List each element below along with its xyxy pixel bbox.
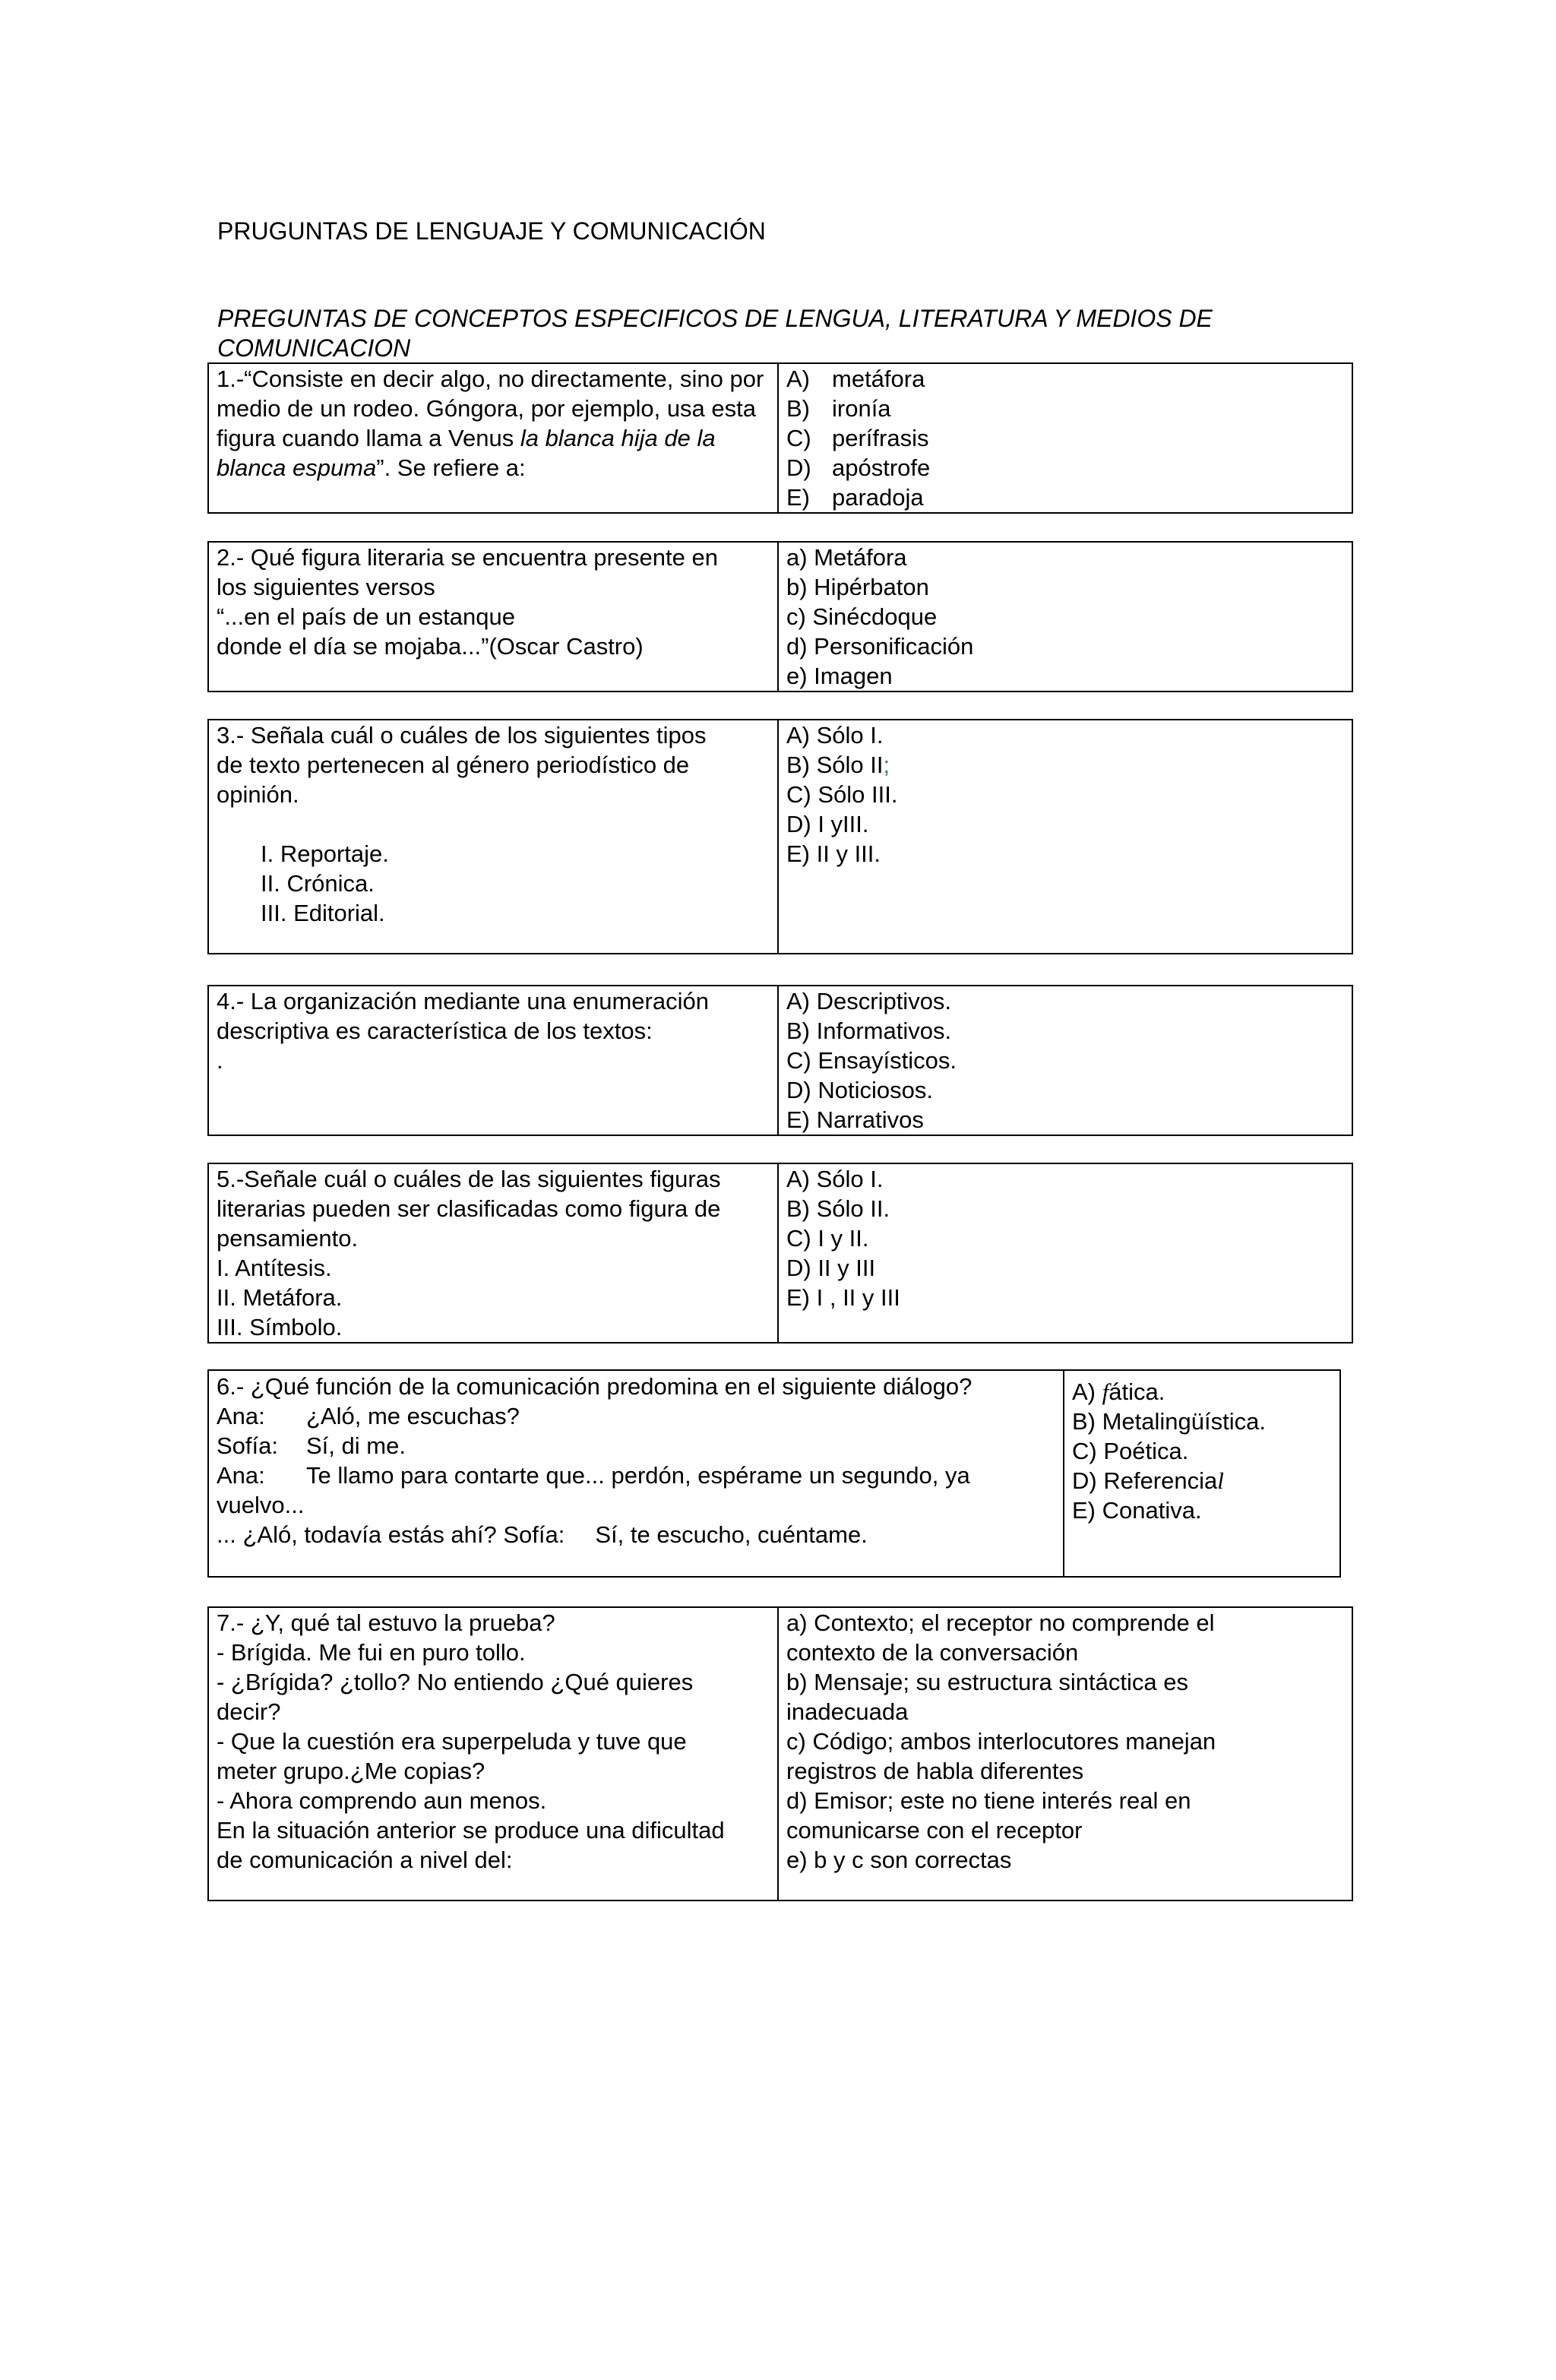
option-a: A) Sólo I. [786, 722, 884, 748]
option-b: b) Hipérbaton [786, 574, 929, 600]
option-d: D) II y III [786, 1255, 876, 1281]
option-d: D) Noticiosos. [786, 1077, 933, 1103]
option-c: C) Sólo III. [786, 781, 898, 808]
option-b: B) Sólo II; [786, 752, 890, 778]
option-b: B) Informativos. [786, 1018, 952, 1044]
option-c: c) Código; ambos interlocutores manejan [786, 1728, 1216, 1755]
option-d: D) I yIII. [786, 811, 869, 837]
question-5-text: 5.-Señale cuál o cuáles de las siguientes figuras literarias pueden ser clasificadas como figura de pensamiento. I. Antítesis. II. Metáfora. III. Símbolo. [208, 1163, 778, 1343]
option-c: C) Poética. [1072, 1438, 1189, 1464]
item-i: I. Reportaje. [261, 840, 389, 867]
dialogue-line-1: Ana: ¿Aló, me escuchas? [217, 1403, 520, 1429]
option-e: E) I , II y III [786, 1284, 900, 1311]
question-7-options: a) Contexto; el receptor no comprende el contexto de la conversación b) Mensaje; su estructura sintáctica es inadecuada c) Código; ambos interlocutores manejan registros de habla diferentes d) Emisor; este no tiene interés real en comunicarse con el receptor e) b y c son correctas [778, 1607, 1352, 1901]
question-5-options [778, 1163, 1352, 1343]
question-5-table [207, 1163, 1353, 1343]
option-c: C) I y II. [786, 1225, 869, 1252]
question-6-text: 6.- ¿Qué función de la comunicación predomina en el siguiente diálogo? Ana: ¿Aló, me escuchas? Sofía: Sí, di me. Ana: Te llamo para contarte que... perdón, espérame un segundo, ya vuelvo... ... ¿Aló, todavía estás ahí? Sofía: Sí, te escucho, cuéntame. [208, 1370, 1064, 1577]
option-d: d) Emisor; este no tiene interés real en [786, 1787, 1191, 1814]
option-c: c) Sinécdoque [786, 603, 938, 630]
option-a: A) Descriptivos. [786, 988, 952, 1014]
option-a: a) Metáfora [786, 544, 907, 571]
option-d: d) Personificación [786, 633, 974, 660]
option-d: D) Referencial [1072, 1467, 1224, 1494]
question-2-table [207, 541, 1353, 692]
question-3-table [207, 719, 1353, 954]
question-6-table [207, 1369, 1341, 1578]
question-2-options [778, 542, 1352, 692]
option-a: a) Contexto; el receptor no comprende el [786, 1609, 1215, 1636]
question-1-text: 1.-“Consiste en decir algo, no directamente, sino por medio de un rodeo. Góngora, por ejemplo, usa esta figura cuando llama a Venus la blanca hija de la blanca espuma”. Se refiere a: [208, 363, 778, 513]
option-e: E) Conativa. [1072, 1497, 1202, 1524]
question-4-options [778, 986, 1352, 1135]
option-b: b) Mensaje; su estructura sintáctica es [786, 1669, 1188, 1695]
option-b: B) ironía [786, 395, 891, 422]
option-b: B) Sólo II. [786, 1195, 890, 1222]
question-1-options [778, 363, 1352, 513]
dialogue-line-2: Sofía: Sí, di me. [217, 1432, 406, 1459]
section-subtitle: PREGUNTAS DE CONCEPTOS ESPECIFICOS DE LENGUA, LITERATURA Y MEDIOS DE COMUNICACION [217, 305, 1213, 362]
option-e: E) Narrativos [786, 1106, 924, 1133]
option-e: e) b y c son correctas [786, 1847, 1012, 1873]
option-a: A) fática. [1072, 1378, 1165, 1405]
question-2-text: 2.- Qué figura literaria se encuentra presente en los siguientes versos “...en el país de un estanque donde el día se mojaba...”(Oscar Castro) [208, 542, 778, 692]
green-semicolon: ; [883, 752, 890, 778]
dialogue-line-4: ... ¿Aló, todavía estás ahí? Sofía: Sí, te escucho, cuéntame. [217, 1521, 868, 1548]
option-e: E) paradoja [786, 484, 924, 511]
question-3-options [778, 720, 1352, 954]
option-e: E) II y III. [786, 840, 881, 867]
option-d: D) apóstrofe [786, 454, 931, 481]
question-3-text: 3.- Señala cuál o cuáles de los siguientes tipos de texto pertenecen al género periodístico de opinión. I. Reportaje. II. Crónica. III. Editorial. [208, 720, 778, 954]
option-b: B) Metalingüística. [1072, 1408, 1266, 1435]
document-title: PRUGUNTAS DE LENGUAJE Y COMUNICACIÓN [217, 217, 766, 245]
item-iii: III. Editorial. [261, 900, 385, 926]
question-4-table [207, 985, 1353, 1136]
question-7-table [207, 1606, 1353, 1901]
question-6-options [1064, 1370, 1340, 1577]
option-c: C) perífrasis [786, 425, 929, 451]
question-4-text: 4.- La organización mediante una enumeración descriptiva es característica de los textos: . [208, 986, 778, 1135]
option-a: A) Sólo I. [786, 1166, 884, 1192]
item-ii: II. Crónica. [261, 870, 375, 897]
option-c: C) Ensayísticos. [786, 1047, 957, 1074]
question-7-text: 7.- ¿Y, qué tal estuvo la prueba? - Brígida. Me fui en puro tollo. - ¿Brígida? ¿tollo? No entiendo ¿Qué quieres decir? - Que la cuestión era superpeluda y tuve que meter grupo.¿Me copias? - Ahora comprendo aun menos. En la situación anterior se produce una dificultad de comunicación a nivel del: [208, 1607, 778, 1901]
option-e: e) Imagen [786, 663, 893, 689]
dialogue-line-3: Ana: Te llamo para contarte que... perdón, espérame un segundo, ya [217, 1462, 970, 1489]
question-1-table [207, 362, 1353, 514]
option-a: A) metáfora [786, 366, 925, 392]
quote-italic: la blanca hija de la blanca espuma [217, 425, 716, 481]
